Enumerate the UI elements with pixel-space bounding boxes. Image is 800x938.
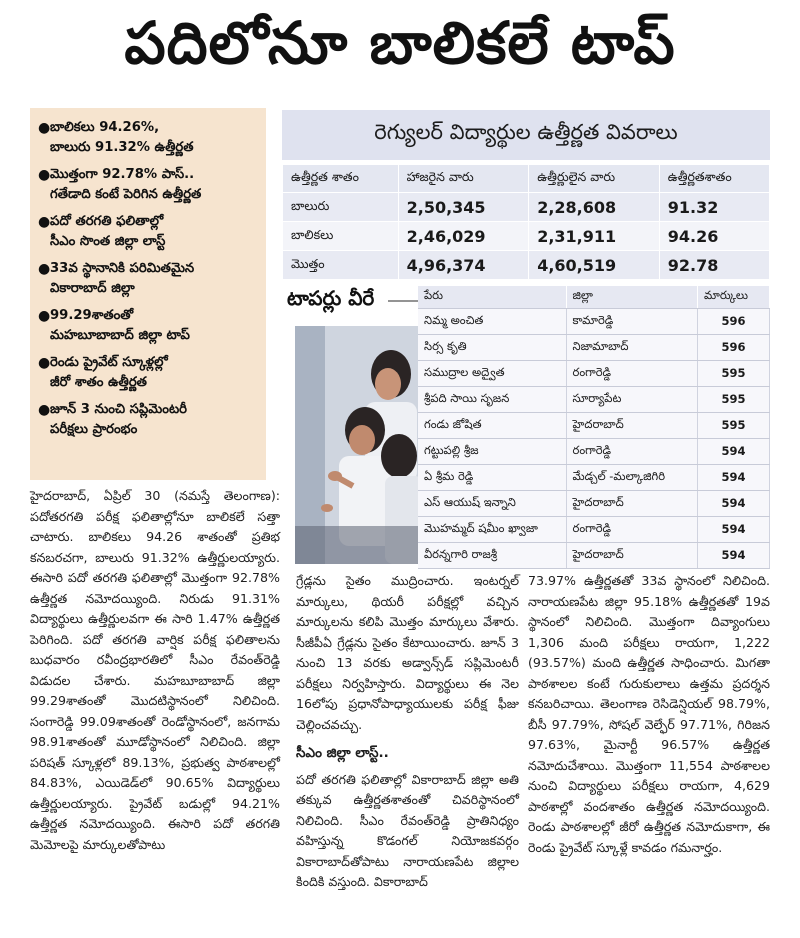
table-row [418,386,770,412]
table-cell: 91.32 [659,193,769,222]
bullet-icon: ● [38,355,51,371]
topper-marks: 594 [698,464,770,490]
bullet-icon: ● [38,402,51,418]
bullet-icon: ● [38,120,51,136]
topper-district: నిజామాబాద్ [566,334,698,360]
highlight-line: 33వ స్థానానికి పరిమితమైన [50,261,195,276]
topper-marks: 595 [698,386,770,412]
topper-district: మేడ్చల్ -మల్కాజిగిరి [566,464,698,490]
article-column-3 [528,571,770,858]
table-cell: బాలికలు [283,222,399,251]
topper-marks: 594 [698,438,770,464]
highlight-item [38,165,260,205]
table-cell: 2,46,029 [398,222,529,251]
topper-name: ఏ శ్రీమ రెడ్డి [418,464,566,490]
topper-marks: 595 [698,360,770,386]
highlight-line: రెండు ప్రైవేట్ స్కూళ్లల్లో [50,355,168,370]
table-cell: 2,50,345 [398,193,529,222]
topper-name: వీరన్నగారి రాజశ్రీ [418,542,566,568]
highlight-line: మహబూబాబాద్ జిల్లా టాప్ [50,328,190,343]
table-row [283,193,770,222]
table-row [418,490,770,516]
topper-district: సూర్యాపేట [566,386,698,412]
highlight-line: పరీక్షలు ప్రారంభం [50,422,138,437]
table-cell: 4,60,519 [529,251,660,280]
topper-name: శ్రీపది సాయి సృజన [418,386,566,412]
article-column-1 [30,486,280,855]
highlights-box [30,108,266,480]
stats-table [282,164,770,280]
table-row [418,334,770,360]
highlight-line: 99.29శాతంతో [50,308,134,323]
topper-name: మొహమ్మద్ షమీం ఖ్వాజా [418,516,566,542]
topper-marks: 594 [698,516,770,542]
topper-district: హైదరాబాద్ [566,412,698,438]
table-header-row [418,286,770,308]
table-cell: 2,28,608 [529,193,660,222]
highlight-item [38,118,260,158]
column-header: ఉత్తీర్ణతశాతం [659,165,769,193]
topper-name: గండు జోషిత [418,412,566,438]
topper-name: గట్టుపల్లి శ్రీజ [418,438,566,464]
column-header: జిల్లా [566,286,698,308]
topper-marks: 595 [698,412,770,438]
article-subhead: సీఎం జిల్లా లాస్ట్.. [296,745,389,761]
table-row [283,251,770,280]
article-column-2 [296,571,519,893]
highlight-line: గతేడాది కంటే పెరిగిన ఉత్తీర్ణత [50,187,202,202]
table-cell: 4,96,374 [398,251,529,280]
topper-district: హైదరాబాద్ [566,490,698,516]
students-photo [295,326,423,564]
highlight-item [38,306,260,346]
table-row [418,464,770,490]
bullet-icon: ● [38,308,51,324]
bullet-icon: ● [38,261,51,277]
topper-name: సిర్స కృతి [418,334,566,360]
topper-marks: 594 [698,542,770,568]
column-header: మార్కులు [698,286,770,308]
highlight-line: సీఎం సొంత జిల్లా లాస్ట్ [50,234,166,249]
highlight-item [38,353,260,393]
table-cell: 2,31,911 [529,222,660,251]
highlight-line: బాలికలు 94.26%, [50,120,160,135]
students-illustration [295,326,423,564]
column-header: ఉత్తీర్ణులైన వారు [529,165,660,193]
highlight-line: జీరో శాతం ఉత్తీర్ణత [50,375,147,390]
table-row [418,360,770,386]
highlight-line: పదో తరగతి ఫలితాల్లో [50,214,164,229]
highlight-line: వికారాబాద్ జిల్లా [50,281,135,296]
column-header: పేరు [418,286,566,308]
table-row [418,438,770,464]
table-cell: బాలురు [283,193,399,222]
topper-marks: 594 [698,490,770,516]
headline: పదిలోనూ బాలికలే టాప్ [124,8,676,77]
table-row [418,412,770,438]
topper-marks: 596 [698,308,770,334]
table-row [283,222,770,251]
topper-marks: 596 [698,334,770,360]
topper-name: నిమ్మ అంచిత [418,308,566,334]
toppers-table [418,286,770,569]
toppers-label: టాపర్లు వీరే [287,286,375,310]
table-header-row [283,165,770,193]
table-row [418,516,770,542]
table-cell: 92.78 [659,251,769,280]
stats-table-title: రెగ్యులర్ విద్యార్థుల ఉత్తీర్ణత వివరాలు [282,110,770,160]
highlight-line: జూన్ 3 నుంచి సప్లిమెంటరీ [50,402,187,417]
article-paragraph: గ్రేడ్లను సైతం ముద్రించారు. ఇంటర్నల్ మార్కులు, థియరీ పరీక్షల్లో వచ్చిన మార్కులను కలిపి మొత్తం మార్కులు వేశారు. సీజీపీఏ గ్రేడ్లను సైతం కేటాయించారు. జూన్ 3 నుంచి 13 వరకు అడ్వాన్స్‌డ్ సప్లిమెంటరీ పరీక్షలు నిర్వహిస్తారు. విద్యార్థులు ఈ నెల 16లోపు ప్రధానోపాధ్యాయులకు పరీక్ష ఫీజు చెల్లించవచ్చు. [296,573,519,732]
article-paragraph: 73.97% ఉత్తీర్ణతతో 33వ స్థానంలో నిలిచింది. నారాయణపేట జిల్లా 95.18% ఉత్తీర్ణతతో 19వ స్థానంలో నిలిచింది. మొత్తంగా దివ్యాంగులు 1,306 మంది పరీక్షలు రాయగా, 1,222 (93.57%) మంది ఉత్తీర్ణత సాధించారు. మిగతా పాఠశాలల కంటే గురుకులాలు ఉత్తమ ప్రదర్శన కనబరిచాయి. తెలంగాణ రెసిడెన్షియల్ 98.79%, బీసీ 97.79%, సోషల్ వెల్ఫేర్ 97.71%, గిరిజన 97.63%, మైనార్టీ 96.57% ఉత్తీర్ణత నమోదుచేశాయి. మొత్తంగా 11,554 పాఠశాలల నుంచి విద్యార్థులు పరీక్షలు రాయగా, 4,629 పాఠశాల్లో వందశాతం ఉత్తీర్ణత నమోదయ్యింది. రెండు పాఠశాలల్లో జీరో ఉత్తీర్ణత నమోదుకాగా, ఈ రెండు ప్రైవేట్ స్కూళ్లే కావడం గమనార్హం. [528,573,770,855]
highlight-item [38,212,260,252]
topper-district: రంగారెడ్డి [566,360,698,386]
column-header: ఉత్తీర్ణత శాతం [283,165,399,193]
table-row [418,542,770,568]
bullet-icon: ● [38,214,51,230]
topper-district: రంగారెడ్డి [566,516,698,542]
topper-district: కామారెడ్డి [566,308,698,334]
highlight-line: బాలురు 91.32% ఉత్తీర్ణత [50,140,194,155]
highlight-item [38,259,260,299]
table-cell: మొత్తం [283,251,399,280]
topper-name: ఎస్ ఆయుష్ ఇన్నాని [418,490,566,516]
table-cell: 94.26 [659,222,769,251]
column-header: హాజరైన వారు [398,165,529,193]
table-row [418,308,770,334]
topper-district: హైదరాబాద్ [566,542,698,568]
highlight-line: మొత్తంగా 92.78% పాస్.. [50,167,195,182]
article-paragraph: హైదరాబాద్, ఏప్రిల్ 30 (నమస్తే తెలంగాణ): పదోతరగతి పరీక్ష ఫలితాల్లోనూ బాలికలే సత్తా చాటారు. బాలికలు 94.26 శాతంతో ప్రతిభ కనబరచగా, బాలురు 91.32% ఉత్తీర్ణులయ్యారు. ఈసారి పదో తరగతి ఫలితాల్లో మొత్తంగా 92.78% ఉత్తీర్ణత నమోదయ్యింది. నిరుడు 91.31% విద్యార్థులు ఉత్తీర్ణులవగా ఈ సారి 1.47% ఉత్తీర్ణత పెరిగింది. పదో తరగతి వార్షిక పరీక్ష ఫలితాలను బుధవారం రవీంద్రభారతిలో సీఎం రేవంత్‌రెడ్డి విడుదల చేశారు. మహబూబాబాద్ జిల్లా 99.29శాతంతో మొదటిస్థానంలో నిలిచింది. సంగారెడ్డి 99.09శాతంతో రెండోస్థానంలో, జనగామ 98.91శాతంతో మూడోస్థానంలో నిలిచింది. జిల్లా పరిషత్ స్కూళ్లలో 89.13%, ప్రభుత్వ పాఠశాలల్లో 84.83%, ఎయిడెడ్‌లో 90.65% విద్యార్థులు ఉత్తీర్ణులయ్యారు. ప్రైవేట్ బడుల్లో 94.21% ఉత్తీర్ణత నమోదయ్యింది. ఈసారి పదో తరగతి మెమోలపై మార్కులతోపాటు [30,488,280,852]
bullet-icon: ● [38,167,51,183]
topper-district: రంగారెడ్డి [566,438,698,464]
highlight-item [38,400,260,440]
topper-name: సముద్రాల అద్వైత [418,360,566,386]
article-paragraph: పదో తరగతి ఫలితాల్లో వికారాబాద్ జిల్లా అతి తక్కువ ఉత్తీర్ణతశాతంతో చివరిస్థానంలో నిలిచింది. సీఎం రేవంత్‌రెడ్డి ప్రాతినిధ్యం వహిస్తున్న కొడంగల్ నియోజకవర్గం వికారాబాద్‌తోపాటు నారాయణపేట జిల్లాల కిందికి వస్తుంది. వికారాబాద్ [296,771,519,889]
